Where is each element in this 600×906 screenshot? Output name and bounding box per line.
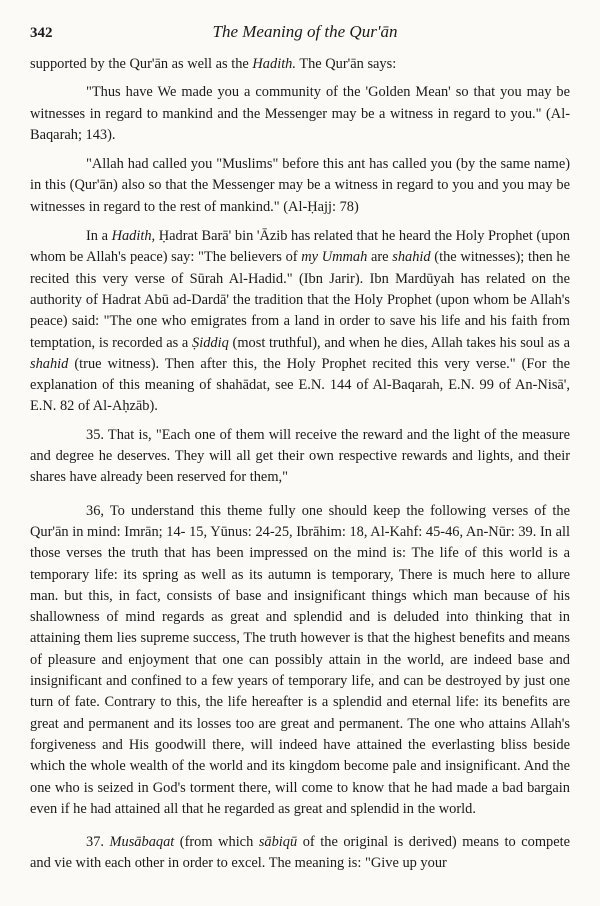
- text-run: are: [367, 249, 393, 266]
- text-run: "Thus have We made you a community of the 'Golden Mean' so that you may be witnesses in regard to mankind and the Messenger may be a witness in regard to you." (Al-Baqarah; 143).: [30, 84, 570, 143]
- text-run: 35. That is, "Each one of them will receive the reward and the light of the measure and degree he deserves. They will all get their own respective rewards and lights, and their shares have already been reserved for them,": [30, 426, 570, 486]
- note-37: [30, 832, 570, 875]
- text-run: (from which: [174, 834, 259, 851]
- italic-term: sābiqū: [258, 834, 298, 851]
- paragraph-hadith: [30, 226, 570, 418]
- text-run: In a: [86, 228, 112, 245]
- italic-term: Musābaqat: [109, 834, 175, 851]
- page-header: [30, 22, 570, 44]
- quote-al-hajj: [30, 154, 570, 218]
- italic-term: shahid: [392, 249, 431, 266]
- text-run: supported by the Qur'ān as well as the: [30, 56, 253, 72]
- text-run: "Allah had called you "Muslims" before this ant has called you (by the same name) in this (Qur'ān) also so that the Messenger may be a witness in regard to you and you may be witnesses in regard to the rest of mankind." (Al-Ḥajj: 78): [30, 156, 570, 215]
- text-run: (true witness). Then after this, the Holy Prophet recited this very verse." (For the explanation of this meaning of shahādat, see E.N. 144 of Al-Baqarah, E.N. 99 of An-Nisā', E.N. 82 of Al-Aḥzāb).: [30, 355, 570, 415]
- running-title: The Meaning of the Qur'ān: [212, 22, 398, 41]
- text-run: 37.: [86, 834, 110, 851]
- text-run: of the original is derived) means to compete and vie with each other in order to excel. The meaning is: "Give up your: [30, 834, 570, 872]
- paragraph-continuation: [30, 54, 570, 75]
- page-body: [30, 54, 570, 875]
- text-run: The Qur'ān says:: [295, 56, 397, 72]
- text-run: (most truthful), and when he dies, Allah takes his soul as a: [228, 334, 570, 351]
- text-run: 36, To understand this theme fully one should keep the following verses of the Qur'ān in mind: Imrān; 14- 15, Yūnus: 24-25, Ibrāhim: 18, Al-Kahf: 45-46, An-Nūr: 39. In all those verses the truth that has been impressed on the mind is: The life of this world is a temporary life: its spring as well as its autumn is temporary, There is much here to allure man. but this, in fact, consists of base and insignificant things which man because of his shallowness of mind regards as great and splendid and is deluded into thinking that in attaining them lies supreme success, The truth however is that the highest benefits and means of pleasure and enjoyment that one can possibly attain in the world, are indeed base and insignificant and confined to a few years of temporary life, and can be destroyed by just one turn of fate. Contrary to this, the life hereafter is a splendid and eternal life: its benefits are great and permanent and its losses too are great and permanent. The one who attains Allah's forgiveness and His goodwill there, will indeed have attained the everlasting bliss beside which the whole wealth of the world and its kingdom become pale and insignificant. And the one who is seized in God's torment there, will come to know that he had made a bad bargain even if he had attained all that he regarded as great and splendid in the world.: [30, 502, 570, 817]
- italic-term: Ṣiddiq: [192, 334, 229, 351]
- note-36: [30, 501, 570, 820]
- italic-term: Hadith,: [111, 228, 156, 245]
- italic-term: Hadith.: [252, 56, 296, 72]
- quote-al-baqarah: [30, 82, 570, 146]
- italic-term: my Ummah: [301, 249, 368, 266]
- text-run: Ḥadrat Barā' bin 'Āzib has related that he heard the Holy Prophet (upon whom be Allah's peace) say: "The believers of: [30, 228, 570, 266]
- book-page: [30, 22, 570, 882]
- page-number: 342: [30, 25, 53, 41]
- text-run: (the witnesses); then he recited this very verse of Sūrah Al-Hadid." (Ibn Jarir). Ibn Mardūyah has related on the authority of Hadrat Abū ad-Dardā' the tradition that the Holy Prophet (upon whom be Allah's peace) said: "The one who emigrates from a land in order to save his life and his faith from temptation, is recorded as a: [30, 249, 571, 351]
- note-35: [30, 425, 570, 489]
- italic-term: shahid: [30, 355, 69, 372]
